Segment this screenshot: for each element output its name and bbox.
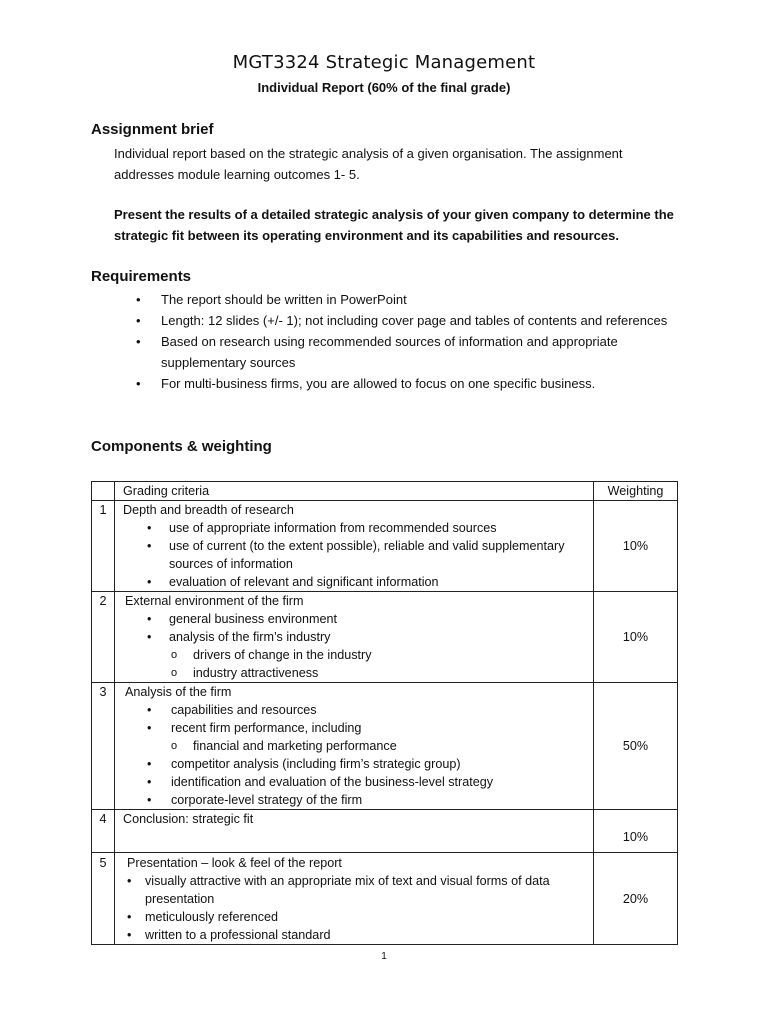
table-header-weighting: Weighting [594, 482, 678, 501]
criteria-bullet: • corporate-level strategy of the firm [123, 791, 593, 809]
row-weight: 10% [594, 592, 678, 683]
requirement-item: • For multi-business firms, you are allowed to focus on one specific business. [114, 374, 674, 395]
table-header-row [92, 482, 678, 501]
requirement-item: • The report should be written in PowerPoint [114, 290, 674, 311]
components-heading: Components & weighting [91, 438, 272, 455]
row-number: 5 [92, 853, 115, 945]
row-weight: 10% [594, 810, 678, 853]
criteria-bullet: • general business environment [123, 610, 593, 628]
row-criteria [115, 683, 594, 810]
criteria-title: Presentation – look & feel of the report [127, 856, 342, 870]
criteria-bullet: • identification and evaluation of the business-level strategy [123, 773, 593, 791]
criteria-bullet: • use of current (to the extent possible), reliable and valid supplementary sources of information [123, 537, 593, 573]
criteria-bullet: • analysis of the firm’s industry [123, 628, 593, 646]
row-weight: 10% [594, 501, 678, 592]
criteria-bullet: • use of appropriate information from recommended sources [123, 519, 593, 537]
requirements-heading: Requirements [91, 268, 192, 285]
criteria-bullet: • visually attractive with an appropriate mix of text and visual forms of data presentation [123, 872, 593, 908]
criteria-bullet: • capabilities and resources [123, 701, 593, 719]
criteria-title: Analysis of the firm [125, 685, 232, 699]
table-row [92, 810, 678, 853]
row-weight: 20% [594, 853, 678, 945]
criteria-sub-bullet: o financial and marketing performance [123, 737, 593, 755]
grading-table [91, 481, 678, 945]
assignment-brief-heading: Assignment brief [91, 121, 214, 138]
document-subtitle: Individual Report (60% of the final grade) [257, 80, 511, 95]
criteria-bullet: • written to a professional standard [123, 926, 593, 944]
assignment-brief-paragraph: Individual report based on the strategic analysis of a given organisation. The assignment addresses module learning outcomes 1- 5. [114, 146, 623, 182]
requirement-item: • Length: 12 slides (+/- 1); not including cover page and tables of contents and references [114, 311, 674, 332]
criteria-title: Depth and breadth of research [123, 503, 294, 517]
criteria-title: Conclusion: strategic fit [123, 812, 254, 826]
row-criteria [115, 810, 594, 853]
row-number: 4 [92, 810, 115, 853]
criteria-sub-bullet: o drivers of change in the industry [123, 646, 593, 664]
table-row [92, 501, 678, 592]
table-row [92, 683, 678, 810]
criteria-bullet: • meticulously referenced [123, 908, 593, 926]
table-header-num [92, 482, 115, 501]
criteria-bullet: • recent firm performance, including [123, 719, 593, 737]
assignment-brief-bold-paragraph: Present the results of a detailed strategic analysis of your given company to determine the strategic fit between its operating environment and its capabilities and resources. [114, 207, 674, 243]
table-header-criteria: Grading criteria [115, 482, 594, 501]
document-title: MGT3324 Strategic Management [232, 52, 536, 73]
criteria-bullet: • evaluation of relevant and significant information [123, 573, 593, 591]
row-number: 1 [92, 501, 115, 592]
table-row [92, 853, 678, 945]
criteria-bullet: • competitor analysis (including firm’s strategic group) [123, 755, 593, 773]
page-number: 1 [381, 951, 387, 962]
row-criteria [115, 853, 594, 945]
row-weight: 50% [594, 683, 678, 810]
requirement-item: • Based on research using recommended sources of information and appropriate supplementary sources [114, 332, 674, 373]
table-row [92, 592, 678, 683]
row-number: 3 [92, 683, 115, 810]
row-criteria [115, 592, 594, 683]
criteria-sub-bullet: o industry attractiveness [123, 664, 593, 682]
requirements-list [114, 290, 674, 395]
row-number: 2 [92, 592, 115, 683]
row-criteria [115, 501, 594, 592]
criteria-title: External environment of the firm [125, 594, 304, 608]
